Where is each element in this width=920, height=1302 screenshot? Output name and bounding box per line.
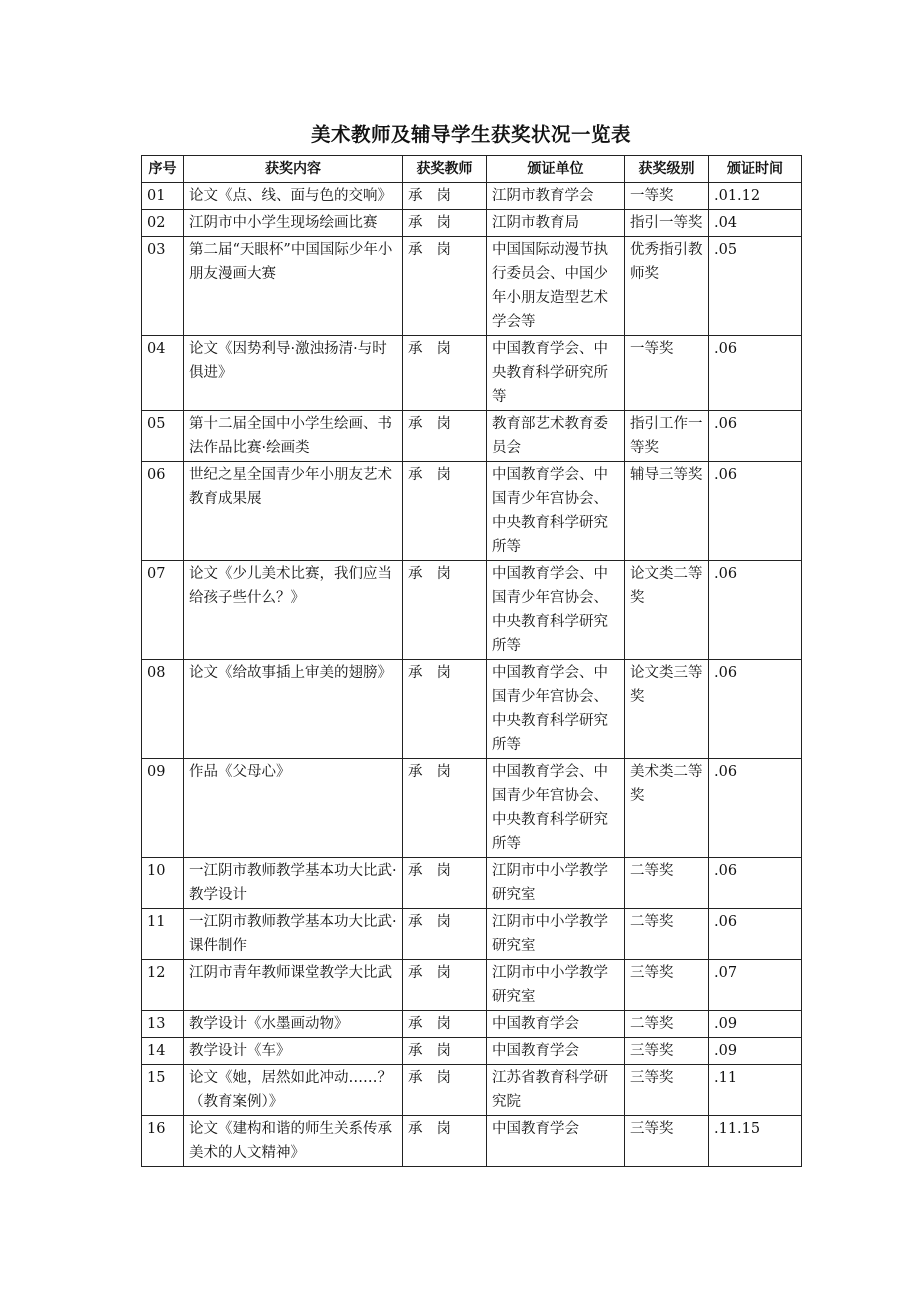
cell-no: 11 — [142, 909, 184, 960]
cell-no: 05 — [142, 411, 184, 462]
cell-issuer: 中国教育学会 — [487, 1038, 625, 1065]
cell-content: 一江阴市教师教学基本功大比武·教学设计 — [184, 858, 403, 909]
cell-date: .07 — [709, 960, 802, 1011]
cell-content: 一江阴市教师教学基本功大比武·课件制作 — [184, 909, 403, 960]
cell-level: 一等奖 — [625, 183, 709, 210]
cell-level: 二等奖 — [625, 1011, 709, 1038]
document-title: 美术教师及辅导学生获奖状况一览表 — [310, 123, 631, 146]
cell-date: .06 — [709, 336, 802, 411]
table-row — [142, 1011, 802, 1038]
cell-date: .06 — [709, 660, 802, 759]
cell-teacher: 承岗 — [403, 1116, 487, 1167]
cell-content: 论文《因势利导·激浊扬清·与时俱进》 — [184, 336, 403, 411]
table-row — [142, 858, 802, 909]
cell-teacher: 承岗 — [403, 336, 487, 411]
cell-content: 第二届“天眼杯”中国国际少年小朋友漫画大赛 — [184, 237, 403, 336]
cell-level: 三等奖 — [625, 1038, 709, 1065]
cell-teacher: 承岗 — [403, 909, 487, 960]
cell-date: .05 — [709, 237, 802, 336]
cell-date: .06 — [709, 462, 802, 561]
table-row — [142, 210, 802, 237]
cell-no: 04 — [142, 336, 184, 411]
cell-issuer: 中国教育学会 — [487, 1011, 625, 1038]
table-row — [142, 960, 802, 1011]
table-row — [142, 183, 802, 210]
table-row — [142, 759, 802, 858]
cell-no: 03 — [142, 237, 184, 336]
header-content: 获奖内容 — [184, 156, 403, 183]
cell-issuer: 中国教育学会、中央教育科学研究所等 — [487, 336, 625, 411]
cell-issuer: 中国国际动漫节执行委员会、中国少年小朋友造型艺术学会等 — [487, 237, 625, 336]
cell-level: 美术类二等奖 — [625, 759, 709, 858]
header-no: 序号 — [142, 156, 184, 183]
cell-date: .06 — [709, 411, 802, 462]
cell-level: 论文类三等奖 — [625, 660, 709, 759]
cell-no: 14 — [142, 1038, 184, 1065]
cell-content: 论文《少儿美术比赛，我们应当给孩子些什么？》 — [184, 561, 403, 660]
cell-date: .06 — [709, 909, 802, 960]
cell-teacher: 承岗 — [403, 183, 487, 210]
cell-date: .09 — [709, 1038, 802, 1065]
cell-teacher: 承岗 — [403, 660, 487, 759]
cell-issuer: 中国教育学会、中国青少年宫协会、中央教育科学研究所等 — [487, 759, 625, 858]
cell-teacher: 承岗 — [403, 462, 487, 561]
cell-no: 02 — [142, 210, 184, 237]
cell-content: 论文《点、线、面与色的交响》 — [184, 183, 403, 210]
cell-issuer: 江阴市中小学教学研究室 — [487, 909, 625, 960]
table-header-row — [142, 156, 802, 183]
cell-level: 二等奖 — [625, 909, 709, 960]
cell-content: 第十二届全国中小学生绘画、书法作品比赛·绘画类 — [184, 411, 403, 462]
cell-date: .01.12 — [709, 183, 802, 210]
cell-no: 12 — [142, 960, 184, 1011]
cell-issuer: 中国教育学会、中国青少年宫协会、中央教育科学研究所等 — [487, 660, 625, 759]
cell-no: 10 — [142, 858, 184, 909]
cell-date: .06 — [709, 858, 802, 909]
cell-level: 辅导三等奖 — [625, 462, 709, 561]
header-issuer: 颁证单位 — [487, 156, 625, 183]
table-row — [142, 237, 802, 336]
cell-content: 论文《她，居然如此冲动……？（教育案例）》 — [184, 1065, 403, 1116]
table-body — [142, 183, 802, 1167]
cell-no: 07 — [142, 561, 184, 660]
cell-teacher: 承岗 — [403, 1011, 487, 1038]
cell-issuer: 中国教育学会、中国青少年宫协会、中央教育科学研究所等 — [487, 561, 625, 660]
table-row — [142, 660, 802, 759]
cell-issuer: 教育部艺术教育委员会 — [487, 411, 625, 462]
cell-no: 15 — [142, 1065, 184, 1116]
cell-level: 二等奖 — [625, 858, 709, 909]
cell-no: 08 — [142, 660, 184, 759]
table-row — [142, 1038, 802, 1065]
cell-no: 09 — [142, 759, 184, 858]
header-level: 获奖级别 — [625, 156, 709, 183]
table-row — [142, 909, 802, 960]
cell-content: 世纪之星全国青少年小朋友艺术教育成果展 — [184, 462, 403, 561]
cell-teacher: 承岗 — [403, 1038, 487, 1065]
awards-table — [141, 155, 802, 1167]
table-row — [142, 336, 802, 411]
cell-level: 三等奖 — [625, 1116, 709, 1167]
cell-content: 江阴市青年教师课堂教学大比武 — [184, 960, 403, 1011]
cell-issuer: 江阴市中小学教学研究室 — [487, 858, 625, 909]
table-row — [142, 411, 802, 462]
cell-no: 16 — [142, 1116, 184, 1167]
cell-content: 教学设计《车》 — [184, 1038, 403, 1065]
cell-date: .11 — [709, 1065, 802, 1116]
cell-date: .11.15 — [709, 1116, 802, 1167]
table-row — [142, 1065, 802, 1116]
cell-teacher: 承岗 — [403, 759, 487, 858]
cell-content: 江阴市中小学生现场绘画比赛 — [184, 210, 403, 237]
table-row — [142, 462, 802, 561]
cell-no: 06 — [142, 462, 184, 561]
cell-level: 三等奖 — [625, 1065, 709, 1116]
cell-content: 论文《给故事插上审美的翅膀》 — [184, 660, 403, 759]
cell-content: 作品《父母心》 — [184, 759, 403, 858]
cell-issuer: 江阴市教育局 — [487, 210, 625, 237]
cell-issuer: 江阴市教育学会 — [487, 183, 625, 210]
cell-date: .09 — [709, 1011, 802, 1038]
cell-teacher: 承岗 — [403, 960, 487, 1011]
table-row — [142, 1116, 802, 1167]
cell-issuer: 中国教育学会、中国青少年宫协会、中央教育科学研究所等 — [487, 462, 625, 561]
cell-no: 13 — [142, 1011, 184, 1038]
cell-no: 01 — [142, 183, 184, 210]
header-date: 颁证时间 — [709, 156, 802, 183]
cell-teacher: 承岗 — [403, 237, 487, 336]
cell-teacher: 承岗 — [403, 411, 487, 462]
cell-teacher: 承岗 — [403, 561, 487, 660]
cell-level: 三等奖 — [625, 960, 709, 1011]
cell-level: 论文类二等奖 — [625, 561, 709, 660]
header-teacher: 获奖教师 — [403, 156, 487, 183]
cell-content: 论文《建构和谐的师生关系传承美术的人文精神》 — [184, 1116, 403, 1167]
cell-teacher: 承岗 — [403, 210, 487, 237]
cell-level: 指引工作一等奖 — [625, 411, 709, 462]
cell-issuer: 江苏省教育科学研究院 — [487, 1065, 625, 1116]
cell-level: 一等奖 — [625, 336, 709, 411]
cell-content: 教学设计《水墨画动物》 — [184, 1011, 403, 1038]
cell-teacher: 承岗 — [403, 858, 487, 909]
table-row — [142, 561, 802, 660]
cell-issuer: 中国教育学会 — [487, 1116, 625, 1167]
cell-level: 优秀指引教师奖 — [625, 237, 709, 336]
cell-issuer: 江阴市中小学教学研究室 — [487, 960, 625, 1011]
cell-teacher: 承岗 — [403, 1065, 487, 1116]
cell-level: 指引一等奖 — [625, 210, 709, 237]
cell-date: .04 — [709, 210, 802, 237]
cell-date: .06 — [709, 759, 802, 858]
cell-date: .06 — [709, 561, 802, 660]
